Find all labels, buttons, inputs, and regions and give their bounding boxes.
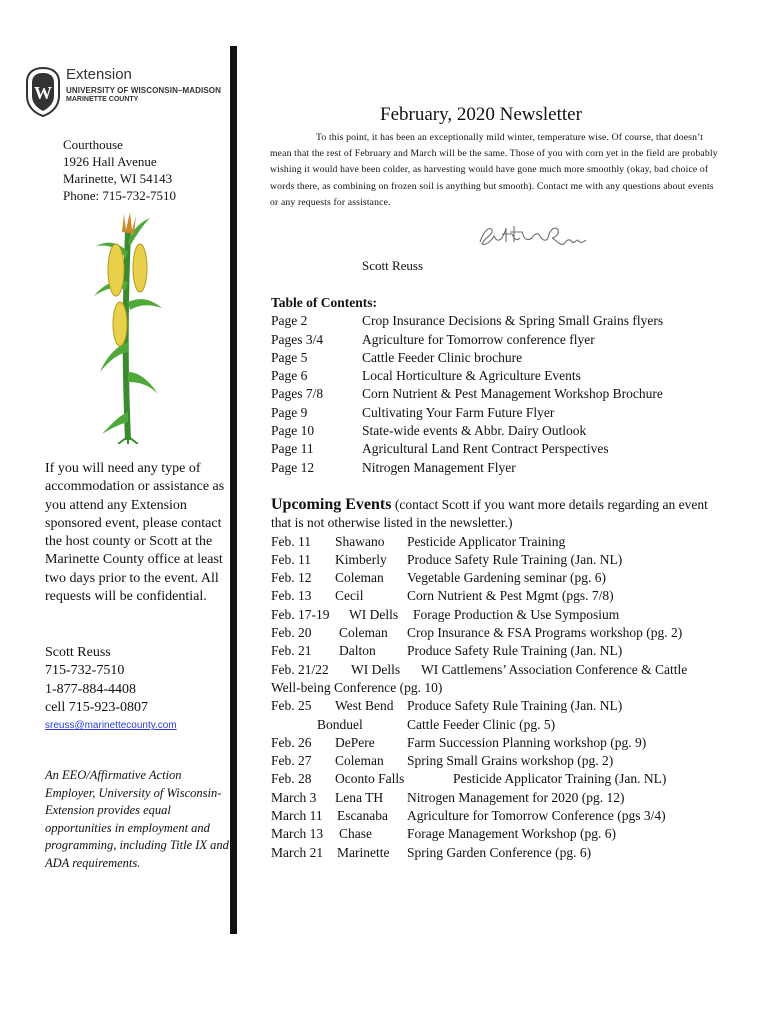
event-description: Produce Safety Rule Training (Jan. NL) xyxy=(407,551,623,567)
event-description: Produce Safety Rule Training (Jan. NL) xyxy=(407,698,623,714)
event-description: Pesticide Applicator Training (Jan. NL) xyxy=(453,771,667,787)
event-description: Agriculture for Tomorrow Conference (pgs 3/4) xyxy=(407,808,666,824)
event-date: Feb. 21 xyxy=(271,643,312,659)
toc-row xyxy=(271,440,731,458)
event-date: March 21 xyxy=(271,844,324,860)
event-location: Kimberly xyxy=(335,551,387,567)
event-description: Forage Production & Use Symposium xyxy=(413,606,620,622)
event-location: Coleman xyxy=(339,625,388,641)
toc-title: Agriculture for Tomorrow conference flyer xyxy=(362,331,595,347)
event-location: Chase xyxy=(339,826,372,842)
toc-title: State-wide events & Abbr. Dairy Outlook xyxy=(362,423,587,439)
toc-title: Crop Insurance Decisions & Spring Small Grains flyers xyxy=(362,313,664,329)
event-row xyxy=(271,587,731,605)
event-row xyxy=(271,533,731,551)
event-location: DePere xyxy=(335,734,375,750)
event-description: Corn Nutrient & Pest Mgmt (pgs. 7/8) xyxy=(407,588,614,604)
event-location: Escanaba xyxy=(337,808,388,824)
event-description: Nitrogen Management for 2020 (pg. 12) xyxy=(407,789,625,805)
signature-image xyxy=(476,220,588,250)
address-line-1: Courthouse xyxy=(63,137,123,152)
logo-county: MARINETTE COUNTY xyxy=(66,96,139,103)
event-row xyxy=(271,825,731,843)
event-row xyxy=(271,624,731,642)
eeo-statement: An EEO/Affirmative Action Employer, University of Wisconsin-Extension provides equal opportunities in employment and programming, including Title IX and ADA requirements. xyxy=(45,768,229,870)
logo-name: Extension xyxy=(66,66,132,83)
event-row xyxy=(271,661,731,679)
extension-logo xyxy=(24,66,224,122)
events-intro xyxy=(271,496,731,533)
event-description: WI Cattlemens’ Association Conference & Cattle xyxy=(421,661,688,677)
contact-block xyxy=(45,644,235,735)
address-phone: Phone: 715-732-7510 xyxy=(63,188,177,203)
toc-heading: Table of Contents: xyxy=(271,295,378,310)
contact-email-link[interactable]: sreuss@marinettecounty.com xyxy=(45,720,177,732)
corn-stalk-illustration xyxy=(88,212,166,444)
event-location: Oconto Falls xyxy=(335,771,405,787)
event-date: March 3 xyxy=(271,789,317,805)
events-heading: Upcoming Events xyxy=(271,496,392,513)
event-row xyxy=(271,551,731,569)
newsletter-title: February, 2020 Newsletter xyxy=(380,104,582,125)
event-location: Coleman xyxy=(335,570,384,586)
event-date: Feb. 25 xyxy=(271,698,312,714)
toc-row xyxy=(271,404,731,422)
event-row xyxy=(271,789,731,807)
event-description: Produce Safety Rule Training (Jan. NL) xyxy=(407,643,623,659)
event-date: Feb. 28 xyxy=(271,771,312,787)
logo-institution: UNIVERSITY OF WISCONSIN–MADISON xyxy=(66,86,221,95)
event-row xyxy=(271,752,731,770)
toc-row xyxy=(271,331,731,349)
event-date xyxy=(271,716,317,734)
event-date: Feb. 13 xyxy=(271,588,312,604)
toc-title: Corn Nutrient & Pest Management Workshop Brochure xyxy=(362,386,663,402)
upcoming-events xyxy=(271,496,731,862)
contact-cell: cell 715-923-0807 xyxy=(45,699,149,715)
event-row xyxy=(271,679,731,697)
event-date: Feb. 12 xyxy=(271,570,312,586)
event-date: Feb. 20 xyxy=(271,625,312,641)
events-note: (contact Scott if you want more details regarding an event that is not otherwise listed in the newsletter.) xyxy=(271,497,708,531)
toc-title: Cattle Feeder Clinic brochure xyxy=(362,349,523,365)
event-description: Spring Small Grains workshop (pg. 2) xyxy=(407,753,614,769)
event-date: Feb. 27 xyxy=(271,753,312,769)
contact-name: Scott Reuss xyxy=(45,645,111,660)
contact-phone-2: 1-877-884-4408 xyxy=(45,681,136,697)
event-location: Bonduel xyxy=(317,716,363,732)
toc-page: Pages 3/4 xyxy=(271,331,324,347)
event-location: Marinette xyxy=(337,844,390,860)
event-date: March 13 xyxy=(271,826,324,842)
event-row xyxy=(271,697,731,715)
column-divider xyxy=(230,46,237,934)
event-description: Spring Garden Conference (pg. 6) xyxy=(407,844,592,860)
event-location: WI Dells xyxy=(351,661,401,677)
event-location: Coleman xyxy=(335,753,384,769)
toc-page: Page 9 xyxy=(271,404,308,420)
event-row xyxy=(271,770,731,788)
toc-page: Page 5 xyxy=(271,349,308,365)
table-of-contents xyxy=(271,294,731,477)
toc-row xyxy=(271,385,731,403)
toc-row xyxy=(271,367,731,385)
event-row xyxy=(271,844,731,862)
toc-page: Page 2 xyxy=(271,313,308,329)
address-line-3: Marinette, WI 54143 xyxy=(63,171,173,186)
event-date: Feb. 11 xyxy=(271,551,311,567)
event-location: Shawano xyxy=(335,533,385,549)
event-location: Lena TH xyxy=(335,789,384,805)
event-date: Feb. 26 xyxy=(271,734,312,750)
event-row xyxy=(271,734,731,752)
address-line-2: 1926 Hall Avenue xyxy=(63,154,157,169)
event-date: Feb. 21/22 xyxy=(271,661,329,677)
toc-page: Page 6 xyxy=(271,368,308,384)
toc-title: Agricultural Land Rent Contract Perspectives xyxy=(362,441,609,457)
toc-row xyxy=(271,349,731,367)
event-date: Feb. 11 xyxy=(271,533,311,549)
toc-page: Page 10 xyxy=(271,423,315,439)
event-row xyxy=(271,807,731,825)
svg-text:W: W xyxy=(34,83,52,103)
event-description: Pesticide Applicator Training xyxy=(407,533,566,549)
event-location: Cecil xyxy=(335,588,364,604)
event-description: Forage Management Workshop (pg. 6) xyxy=(407,826,616,842)
event-description: Cattle Feeder Clinic (pg. 5) xyxy=(407,716,556,732)
uw-crest-icon xyxy=(24,66,62,118)
toc-page: Pages 7/8 xyxy=(271,386,324,402)
toc-page: Page 12 xyxy=(271,459,315,475)
toc-row xyxy=(271,459,731,477)
event-description: Vegetable Gardening seminar (pg. 6) xyxy=(407,570,607,586)
toc-row xyxy=(271,422,731,440)
toc-page: Page 11 xyxy=(271,441,314,457)
intro-paragraph xyxy=(270,130,722,211)
event-row xyxy=(271,569,731,587)
event-description: Crop Insurance & FSA Programs workshop (pg. 2) xyxy=(407,625,683,641)
event-location: WI Dells xyxy=(349,606,399,622)
toc-title: Nitrogen Management Flyer xyxy=(362,459,516,475)
contact-phone-1: 715-732-7510 xyxy=(45,663,125,679)
intro-text: To this point, it has been an exceptionally mild winter, temperature wise. Of course, that doesn’t mean that the rest of February and March will be the same. Those of you with corn yet in the field are probably wishing it would have been colder, as harvesting would have gone much more smoothly (okay, bad choice of words there, as combining on frozen soil is anything but smooth). Contact me with any questions about events or any requests for assistance. xyxy=(270,132,718,208)
event-description: Farm Succession Planning workshop (pg. 9) xyxy=(407,734,647,750)
signer-name: Scott Reuss xyxy=(362,258,424,273)
event-description: Well-being Conference (pg. 10) xyxy=(271,679,443,695)
event-date: Feb. 17-19 xyxy=(271,606,330,622)
event-row xyxy=(271,716,731,734)
accommodation-notice: If you will need any type of accommodation or assistance as you attend any Extension sponsored event, please contact the host county or Scott at the Marinette County office at least two days prior to the event. All requests will be confidential. xyxy=(45,461,225,605)
toc-title: Cultivating Your Farm Future Flyer xyxy=(362,404,555,420)
toc-row xyxy=(271,312,731,330)
event-row xyxy=(271,606,731,624)
event-date: March 11 xyxy=(271,808,323,824)
event-row xyxy=(271,642,731,660)
office-address xyxy=(63,136,176,204)
toc-title: Local Horticulture & Agriculture Events xyxy=(362,368,581,384)
event-location: Dalton xyxy=(339,643,376,659)
event-location: West Bend xyxy=(335,698,394,714)
